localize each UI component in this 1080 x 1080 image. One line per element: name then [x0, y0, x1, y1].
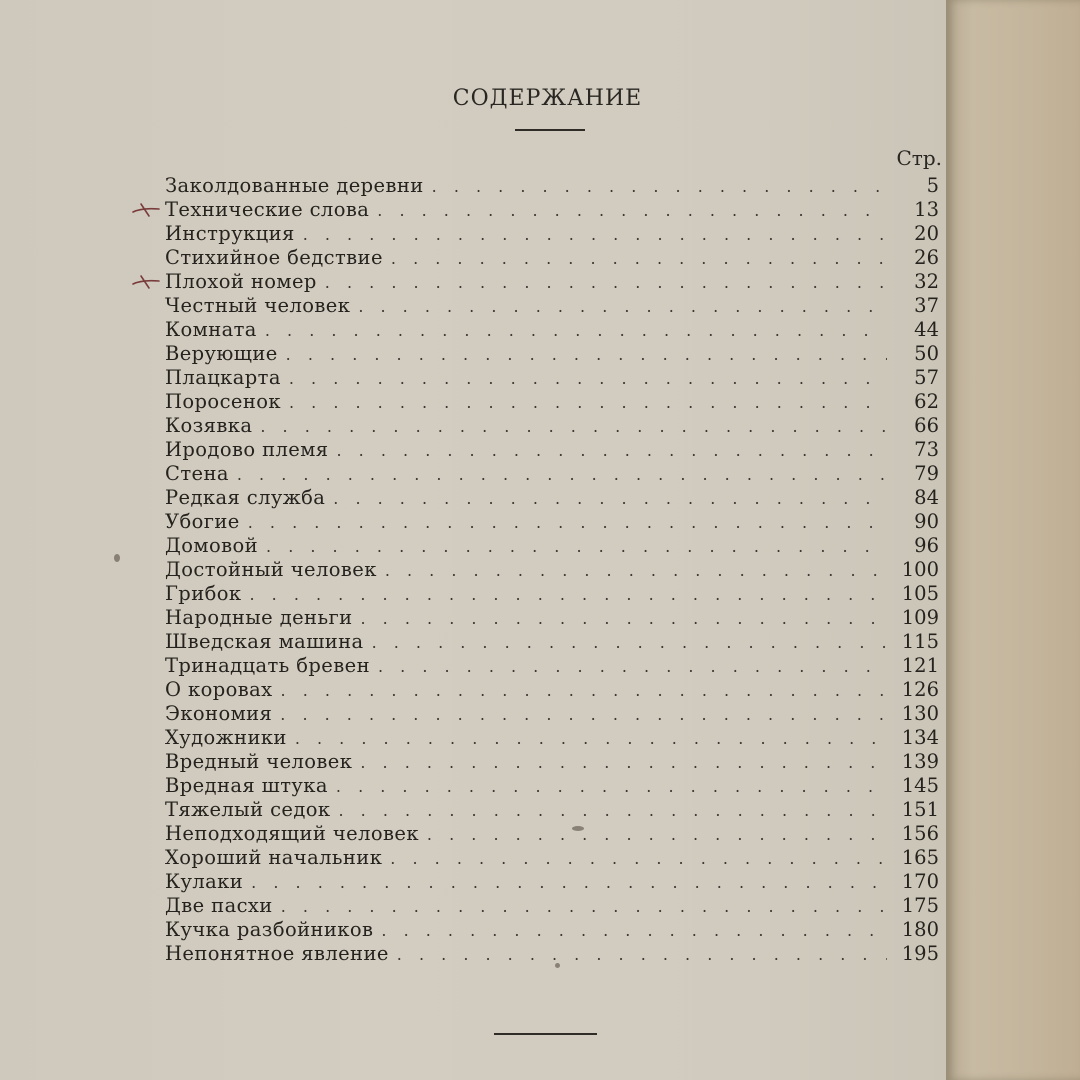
toc-entry	[165, 462, 941, 486]
toc-entry-title: Вредный человек	[165, 750, 353, 773]
toc-entry-title: Плацкарта	[165, 366, 281, 389]
toc-title: СОДЕРЖАНИЕ	[452, 86, 643, 111]
toc-entry-title: Вредная штука	[165, 774, 328, 797]
pen-tick-mark	[131, 200, 161, 220]
toc-entry-page-number: 84	[914, 486, 939, 509]
toc-entry-page-number: 44	[914, 318, 939, 341]
dot-leader	[424, 175, 887, 199]
toc-entry	[165, 534, 941, 558]
dot-leader	[331, 799, 888, 823]
toc-entry	[165, 438, 941, 462]
toc-entry-page-number: 105	[901, 582, 939, 605]
toc-entry	[165, 654, 941, 678]
toc-entry-title: Комната	[165, 318, 257, 341]
toc-entry-page-number: 13	[914, 198, 939, 221]
toc-entry-page-number: 139	[901, 750, 939, 773]
toc-entry-title: Кучка разбойников	[165, 918, 374, 941]
toc-entry-title: Инструкция	[165, 222, 295, 245]
toc-entry-title: Кулаки	[165, 870, 244, 893]
dot-leader	[272, 703, 887, 727]
dot-leader	[364, 631, 887, 655]
toc-entry	[165, 894, 941, 918]
toc-entry-page-number: 180	[901, 918, 939, 941]
toc-entry-title: Честный человек	[165, 294, 351, 317]
toc-entry-title: Достойный человек	[165, 558, 377, 581]
dot-leader	[258, 535, 887, 559]
toc-entry	[165, 246, 941, 270]
title-divider	[515, 129, 585, 131]
toc-entry	[165, 822, 941, 846]
toc-entry	[165, 198, 941, 222]
toc-entry-title: Технические слова	[165, 198, 370, 221]
toc-entry	[165, 414, 941, 438]
toc-entry	[165, 702, 941, 726]
pen-tick-mark	[131, 272, 161, 292]
toc-entry	[165, 510, 941, 534]
toc-entry	[165, 774, 941, 798]
toc-entry-title: Заколдованные деревни	[165, 174, 424, 197]
toc-entry	[165, 750, 941, 774]
toc-entry-title: Художники	[165, 726, 287, 749]
toc-entry	[165, 942, 941, 966]
dot-leader	[287, 727, 887, 751]
paper-speck	[572, 826, 584, 831]
toc-entry-page-number: 145	[901, 774, 939, 797]
toc-entry-title: Народные деньги	[165, 606, 353, 629]
toc-entry-page-number: 121	[901, 654, 939, 677]
toc-entry	[165, 486, 941, 510]
dot-leader	[329, 439, 888, 463]
toc-entry	[165, 222, 941, 246]
toc-entry-title: Убогие	[165, 510, 240, 533]
paper-speck	[114, 554, 120, 562]
dot-leader	[273, 895, 887, 919]
adjacent-page-edge	[946, 0, 1080, 1080]
toc-entry	[165, 342, 941, 366]
toc-entry-title: Стена	[165, 462, 229, 485]
toc-entry-title: Тяжелый седок	[165, 798, 331, 821]
dot-leader	[373, 919, 887, 943]
dot-leader	[281, 391, 887, 415]
toc-entry-title: Редкая служба	[165, 486, 326, 509]
dot-leader	[328, 775, 887, 799]
toc-entry-page-number: 5	[926, 174, 939, 197]
toc-entry-page-number: 170	[901, 870, 939, 893]
toc-entry	[165, 270, 941, 294]
toc-entry-page-number: 165	[901, 846, 939, 869]
dot-leader	[389, 943, 887, 967]
toc-entry-page-number: 20	[914, 222, 939, 245]
toc-entry-title: Козявка	[165, 414, 253, 437]
toc-entry	[165, 798, 941, 822]
dot-leader	[281, 367, 887, 391]
dot-leader	[229, 463, 887, 487]
dot-leader	[240, 511, 887, 535]
toc-entry	[165, 870, 941, 894]
toc-entry-page-number: 126	[901, 678, 939, 701]
toc-entry	[165, 918, 941, 942]
dot-leader	[257, 319, 887, 343]
dot-leader	[317, 271, 887, 295]
toc-entry-title: Стихийное бедствие	[165, 246, 383, 269]
dot-leader	[369, 199, 887, 223]
dot-leader	[273, 679, 887, 703]
toc-entry-title: Тринадцать бревен	[165, 654, 370, 677]
bottom-divider	[494, 1033, 597, 1035]
toc-entry-title: О коровах	[165, 678, 273, 701]
toc-entry-title: Верующие	[165, 342, 278, 365]
dot-leader	[382, 847, 887, 871]
dot-leader	[252, 415, 887, 439]
toc-entry-page-number: 175	[901, 894, 939, 917]
toc-entry-page-number: 130	[901, 702, 939, 725]
toc-entry	[165, 294, 941, 318]
dot-leader	[377, 559, 887, 583]
toc-entry-page-number: 96	[914, 534, 939, 557]
dot-leader	[325, 487, 887, 511]
toc-entry	[165, 726, 941, 750]
toc-entry-page-number: 195	[901, 942, 939, 965]
toc-entry-page-number: 66	[914, 414, 939, 437]
toc-entry-page-number: 26	[914, 246, 939, 269]
toc-entry	[165, 606, 941, 630]
toc-entry	[165, 390, 941, 414]
toc-entry	[165, 582, 941, 606]
toc-entry-page-number: 151	[901, 798, 939, 821]
toc-entry-page-number: 90	[914, 510, 939, 533]
dot-leader	[241, 583, 887, 607]
paper-speck	[555, 963, 560, 968]
dot-leader	[353, 607, 888, 631]
toc-entry-title: Поросенок	[165, 390, 281, 413]
toc-entry-page-number: 37	[914, 294, 939, 317]
toc-entry-title: Грибок	[165, 582, 242, 605]
toc-entry	[165, 318, 941, 342]
toc-entry-page-number: 73	[914, 438, 939, 461]
toc-entry-title: Плохой номер	[165, 270, 317, 293]
toc-entry-page-number: 57	[914, 366, 939, 389]
toc-entry	[165, 174, 941, 198]
dot-leader	[278, 343, 887, 367]
dot-leader	[350, 295, 887, 319]
toc-entry-title: Шведская машина	[165, 630, 364, 653]
toc-entry-title: Иродово племя	[165, 438, 329, 461]
dot-leader	[243, 871, 887, 895]
toc-entry	[165, 366, 941, 390]
toc-entry-title: Две пасхи	[165, 894, 273, 917]
toc-entry-page-number: 100	[901, 558, 939, 581]
toc-entry-page-number: 50	[914, 342, 939, 365]
toc-entry-page-number: 109	[901, 606, 939, 629]
dot-leader	[370, 655, 887, 679]
toc-entry-title: Экономия	[165, 702, 273, 725]
toc-entry-page-number: 62	[914, 390, 939, 413]
toc-entry-page-number: 156	[901, 822, 939, 845]
toc-entry-page-number: 134	[901, 726, 939, 749]
toc-entry-page-number: 115	[901, 630, 939, 653]
toc-entry-title: Домовой	[165, 534, 259, 557]
toc-list	[165, 174, 941, 966]
toc-entry-page-number: 32	[914, 270, 939, 293]
page-column-header: Стр.	[896, 146, 942, 170]
dot-leader	[419, 823, 887, 847]
toc-entry-title: Неподходящий человек	[165, 822, 419, 845]
toc-entry	[165, 678, 941, 702]
toc-entry-page-number: 79	[914, 462, 939, 485]
toc-entry-title: Хороший начальник	[165, 846, 383, 869]
dot-leader	[383, 247, 887, 271]
dot-leader	[352, 751, 887, 775]
toc-entry	[165, 630, 941, 654]
toc-entry-title: Непонятное явление	[165, 942, 389, 965]
toc-entry	[165, 558, 941, 582]
dot-leader	[295, 223, 887, 247]
toc-entry	[165, 846, 941, 870]
